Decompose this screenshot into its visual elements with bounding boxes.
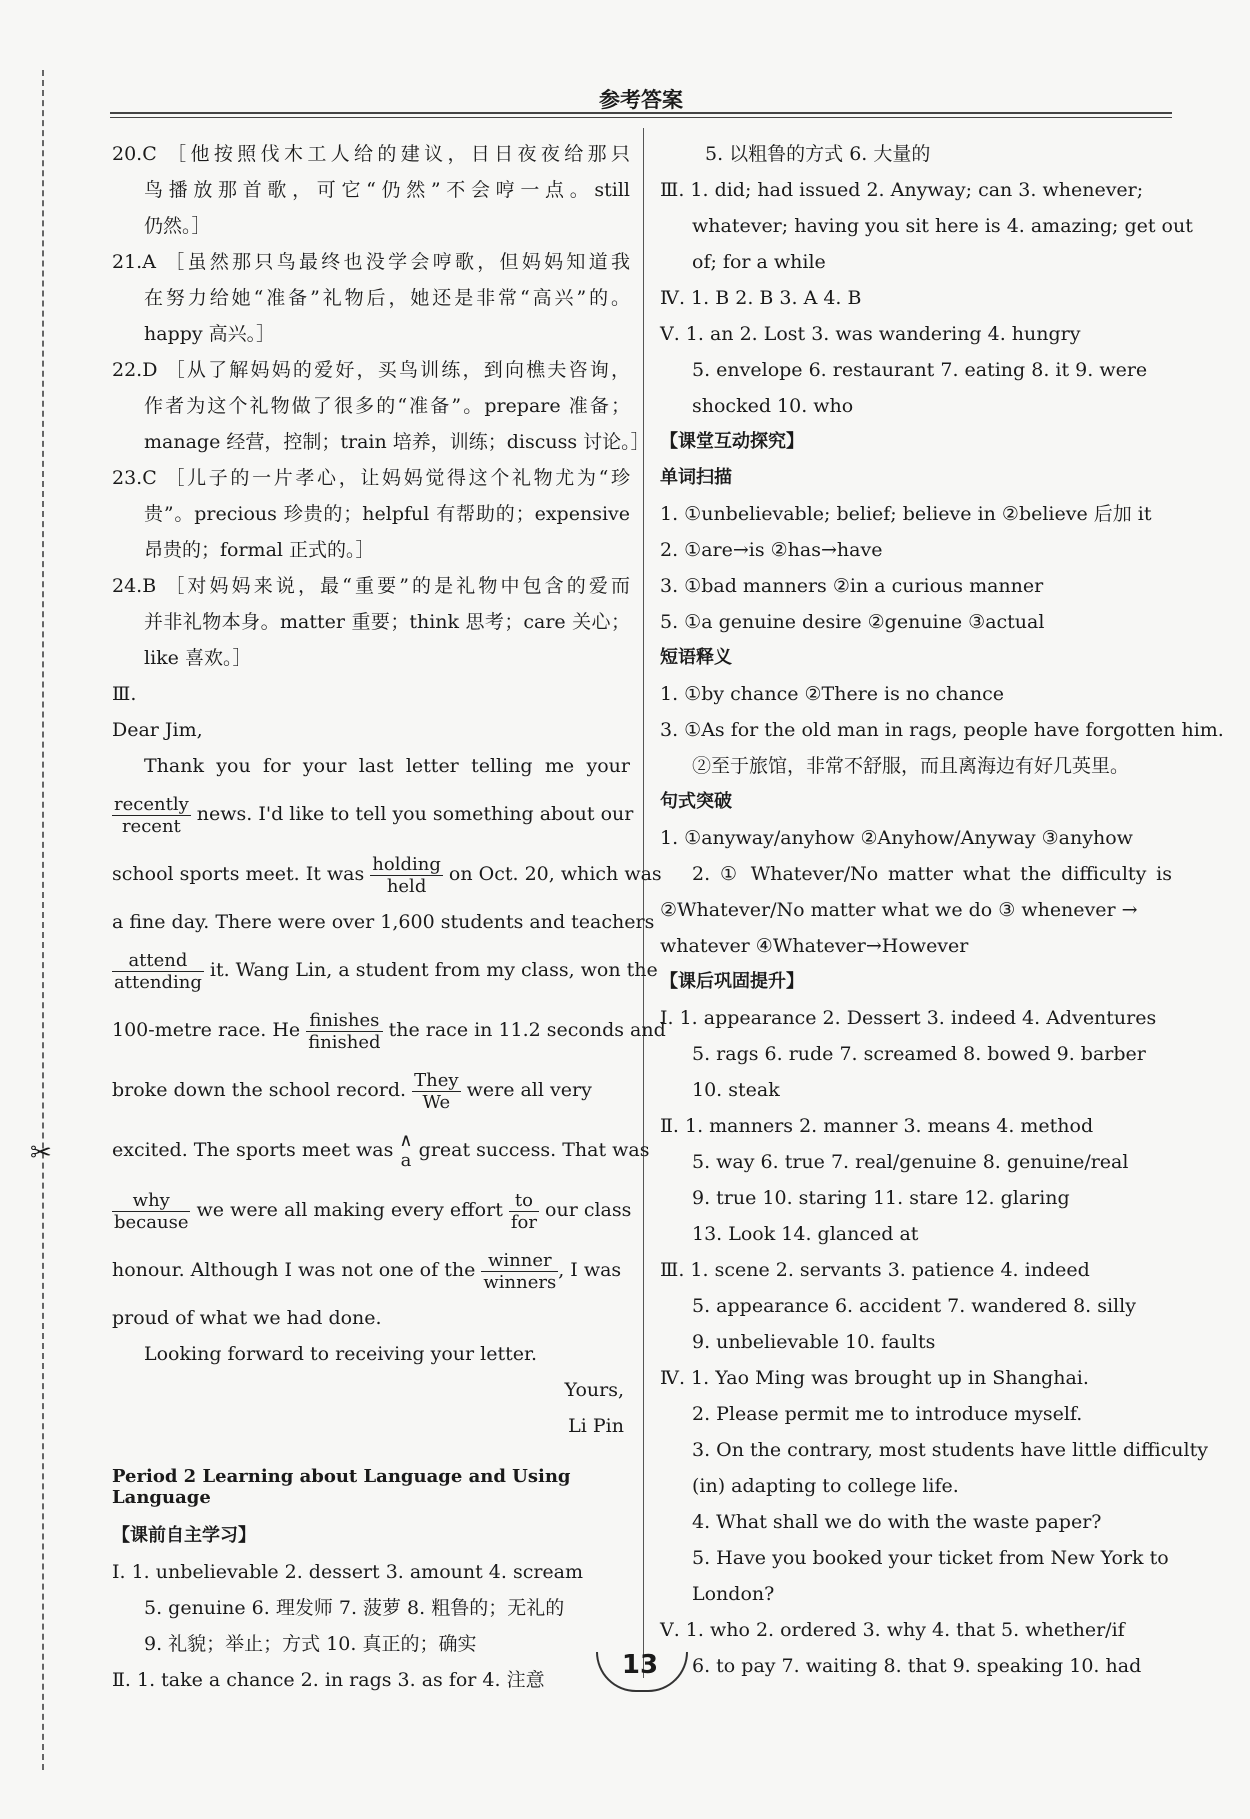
text-line: 21.A ［虽然那只鸟最终也没学会哼歌，但妈妈知道我 <box>112 251 630 273</box>
letter-line: 100-metre race. He finishes finished the race in 11.2 seconds and <box>112 1009 666 1053</box>
text-line: 9. 礼貌；举止；方式 10. 真正的；确实 <box>144 1633 477 1655</box>
text-line: 5. way 6. true 7. real/genuine 8. genuine/real <box>692 1151 1129 1173</box>
text-line: Ⅲ. 1. scene 2. servants 3. patience 4. indeed <box>660 1259 1090 1281</box>
text-line: whatever; having you sit here is 4. amazing; get out <box>692 215 1193 237</box>
text-line: 昂贵的；formal 正式的。］ <box>144 539 375 561</box>
text-line: of; for a while <box>692 251 826 273</box>
text-line: Ⅱ. 1. take a chance 2. in rags 3. as for 4. 注意 <box>112 1669 545 1691</box>
text-line: 10. steak <box>692 1079 780 1101</box>
correction: holding held <box>372 853 441 897</box>
after-class-answers <box>660 1000 1208 1684</box>
column-divider <box>643 128 644 1678</box>
text-line: 4. What shall we do with the waste paper? <box>692 1511 1102 1533</box>
answers-continued <box>660 136 1193 424</box>
correction: to for <box>510 1189 537 1233</box>
answer-23 <box>112 460 630 568</box>
letter-line: Looking forward to receiving your letter. <box>144 1343 538 1365</box>
text-line: 20.C ［他按照伐木工人给的建议，日日夜夜给那只 <box>112 143 630 165</box>
period-title: Period 2 Learning about Language and Using Language <box>112 1466 571 1508</box>
letter <box>112 712 666 1444</box>
text-line: Ⅰ. 1. unbelievable 2. dessert 3. amount 4. scream <box>112 1561 584 1583</box>
text-line: 3. ①As for the old man in rags, people have forgotten him. <box>660 719 1224 741</box>
text-line: 3. On the contrary, most students have little difficulty <box>692 1439 1208 1461</box>
correction: They We <box>414 1069 459 1113</box>
text-line: 9. unbelievable 10. faults <box>692 1331 936 1353</box>
letter-line: attend attending it. Wang Lin, a student from my class, won the <box>114 949 658 993</box>
text-line: 6. to pay 7. waiting 8. that 9. speaking 10. had <box>692 1655 1142 1677</box>
text-line: whatever ④Whatever→However <box>660 935 969 957</box>
text-line: 5. 以粗鲁的方式 6. 大量的 <box>705 143 931 165</box>
text-line: 22.D ［从了解妈妈的爱好，买鸟训练，到向樵夫咨询， <box>112 359 630 381</box>
text-line: ②Whatever/No matter what we do ③ whenever → <box>660 899 1138 921</box>
page-footer <box>610 1650 670 1680</box>
section-heading: 【课前自主学习】 <box>112 1525 256 1546</box>
phrase-answers <box>660 676 1224 784</box>
subsection-heading: 句式突破 <box>660 791 732 812</box>
text-line: happy 高兴。］ <box>144 323 276 345</box>
text-line: ②至于旅馆，非常不舒服，而且离海边有好几英里。 <box>692 755 1130 777</box>
text-line: 5. appearance 6. accident 7. wandered 8. silly <box>692 1295 1136 1317</box>
text-line: Ⅱ. 1. manners 2. manner 3. means 4. method <box>660 1115 1094 1137</box>
correction: attend attending <box>114 949 202 993</box>
text-line: 作者为这个礼物做了很多的“准备”。prepare 准备； <box>144 395 630 417</box>
text-line: 3. ①bad manners ②in a curious manner <box>660 575 1044 597</box>
text-line: Ⅳ. 1. Yao Ming was brought up in Shanghai. <box>660 1367 1089 1389</box>
text-line: 1. ①anyway/anyhow ②Anyhow/Anyway ③anyhow <box>660 827 1133 849</box>
text-line: 并非礼物本身。matter 重要；think 思考；care 关心； <box>144 611 630 633</box>
correction: recently recent <box>114 793 189 837</box>
letter-salutation: Dear Jim, <box>112 719 203 741</box>
text-line: 9. true 10. staring 11. stare 12. glaring <box>692 1187 1070 1209</box>
scissors-icon: ✂ <box>30 1138 52 1168</box>
text-line: 5. genuine 6. 理发师 7. 菠萝 8. 粗鲁的；无礼的 <box>144 1597 565 1619</box>
letter-signature: Li Pin <box>568 1415 624 1437</box>
text-line: like 喜欢。］ <box>144 647 252 669</box>
letter-line: proud of what we had done. <box>112 1307 382 1329</box>
text-line: 2. Please permit me to introduce myself. <box>692 1403 1083 1425</box>
letter-line: a fine day. There were over 1,600 students and teachers <box>112 911 655 933</box>
text-line: (in) adapting to college life. <box>692 1475 959 1497</box>
text-line: 5. ①a genuine desire ②genuine ③actual <box>660 611 1045 633</box>
subsection-heading: 单词扫描 <box>660 467 732 488</box>
text-line: 仍然。］ <box>144 215 211 237</box>
correction: winner winners <box>483 1249 557 1293</box>
page-header: 参考答案 <box>599 88 683 112</box>
text-line: Ⅴ. 1. who 2. ordered 3. why 4. that 5. whether/if <box>660 1619 1125 1641</box>
insertion-mark: ∧ a <box>399 1130 413 1171</box>
text-line: 2. ① Whatever/No matter what the difficulty is <box>692 863 1172 885</box>
text-line: 23.C ［儿子的一片孝心，让妈妈觉得这个礼物尤为“珍 <box>112 467 630 489</box>
header-rule <box>110 112 1172 114</box>
letter-line: why because we were all making every effort to for our class <box>114 1189 632 1233</box>
letter-line: honour. Although I was not one of the winner winners , I was <box>112 1249 622 1293</box>
letter-line: school sports meet. It was holding held on Oct. 20, which was <box>112 853 662 897</box>
answer-20 <box>112 136 630 244</box>
text-line: Ⅲ. 1. did; had issued 2. Anyway; can 3. whenever; <box>660 179 1144 201</box>
answer-24 <box>112 568 630 676</box>
text-line: 在努力给她“准备”礼物后，她还是非常“高兴”的。 <box>144 287 630 309</box>
section-heading: 【课后巩固提升】 <box>660 971 804 992</box>
text-line: Ⅳ. 1. B 2. B 3. A 4. B <box>660 287 862 309</box>
page-number: 13 <box>621 1650 659 1680</box>
cut-line <box>42 70 44 1770</box>
text-line: Ⅰ. 1. appearance 2. Dessert 3. indeed 4. Adventures <box>660 1007 1157 1029</box>
right-column <box>660 136 1224 1684</box>
subsection-heading: 短语释义 <box>660 647 732 668</box>
text-line: 1. ①by chance ②There is no chance <box>660 683 1004 705</box>
text-line: 鸟播放那首歌，可它“仍然”不会哼一点。still <box>144 179 630 201</box>
header-rule-thin <box>110 117 1172 118</box>
text-line: shocked 10. who <box>692 395 854 417</box>
text-line: 24.B ［对妈妈来说，最“重要”的是礼物中包含的爱而 <box>112 575 630 597</box>
text-line: London? <box>692 1583 775 1605</box>
letter-line: excited. The sports meet was ∧ a great success. That was <box>112 1130 650 1171</box>
text-line: 5. rags 6. rude 7. screamed 8. bowed 9. barber <box>692 1043 1146 1065</box>
correction: finishes finished <box>308 1009 381 1053</box>
text-line: 1. ①unbelievable; belief; believe in ②believe 后加 it <box>660 503 1152 525</box>
letter-line: broke down the school record. They We were all very <box>112 1069 592 1113</box>
text-line: 贵”。precious 珍贵的；helpful 有帮助的；expensive <box>144 503 630 525</box>
letter-closing: Yours, <box>564 1379 624 1401</box>
text-line: 2. ①are→is ②has→have <box>660 539 883 561</box>
text-line: 5. envelope 6. restaurant 7. eating 8. it 9. were <box>692 359 1148 381</box>
text-line: manage 经营，控制；train 培养，训练；discuss 讨论。］ <box>144 431 650 453</box>
letter-line: Thank you for your last letter telling me your <box>144 755 630 777</box>
answer-21 <box>112 244 630 352</box>
correction: why because <box>114 1189 189 1233</box>
text-line: 5. Have you booked your ticket from New York to <box>692 1547 1169 1569</box>
text-line: 13. Look 14. glanced at <box>692 1223 919 1245</box>
section-numeral: Ⅲ. <box>112 683 137 705</box>
text-line: Ⅴ. 1. an 2. Lost 3. was wandering 4. hungry <box>660 323 1081 345</box>
answer-22 <box>112 352 650 460</box>
letter-line: recently recent news. I'd like to tell you something about our <box>114 793 634 837</box>
section-heading: 【课堂互动探究】 <box>660 431 804 452</box>
